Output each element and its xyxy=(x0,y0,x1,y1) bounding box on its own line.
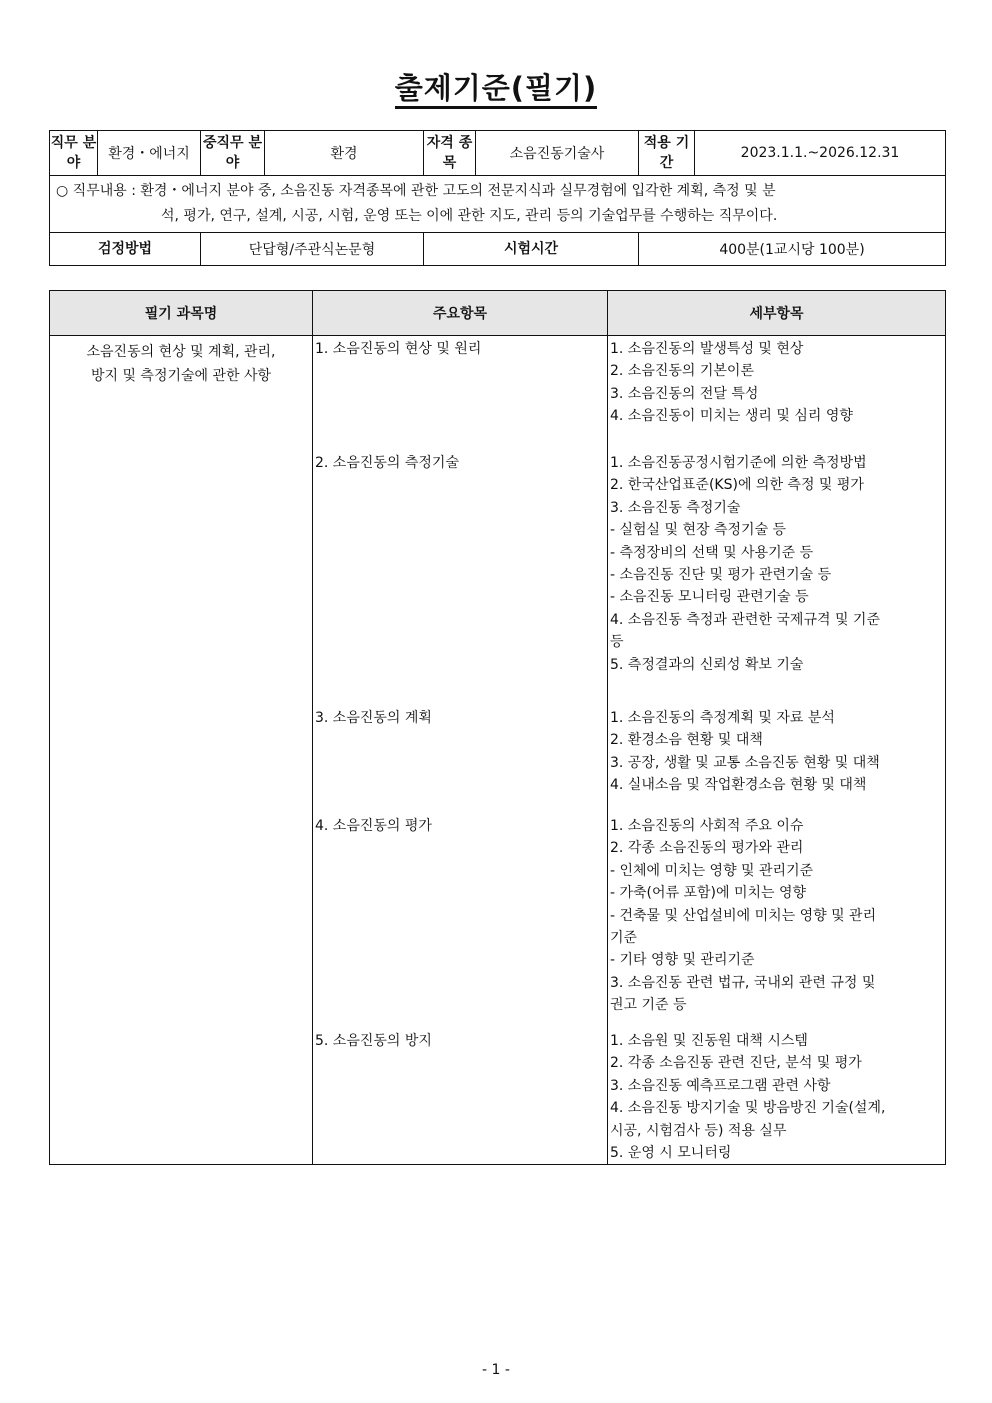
detail-item: 5. 측정결과의 신뢰성 확보 기술 xyxy=(610,656,804,673)
detail-subitem: - 건축물 및 산업설비에 미치는 영향 및 관리 xyxy=(610,907,877,924)
main-items-cell xyxy=(313,336,608,1165)
detail-item: 4. 소음진동 측정과 관련한 국제규격 및 기준 xyxy=(610,611,880,628)
detail-subitem: - 측정장비의 선택 및 사용기준 등 xyxy=(610,544,814,561)
time-label: 시험시간 xyxy=(424,233,639,266)
detail-item: 4. 소음진동 방지기술 및 방음방진 기술(설계, xyxy=(610,1100,886,1117)
detail-item: 1. 소음진동공정시험기준에 의한 측정방법 xyxy=(610,455,867,471)
job-description-line-2: 석, 평가, 연구, 설계, 시공, 시험, 운영 또는 이에 관한 지도, 관리 등의 기술업무를 수행하는 직무이다. xyxy=(161,208,778,224)
detail-item: 3. 공장, 생활 및 교통 소음진동 현황 및 대책 xyxy=(610,754,880,771)
detail-item: 2. 각종 소음진동의 평가와 관리 xyxy=(610,840,804,857)
detail-subitem: - 기타 영향 및 관리기준 xyxy=(610,952,755,969)
main-item-1: 1. 소음진동의 현상 및 원리 xyxy=(315,341,482,357)
detail-item: 1. 소음원 및 진동원 대책 시스템 xyxy=(610,1033,808,1049)
detail-item-continued: 권고 기준 등 xyxy=(610,997,687,1014)
job-field-label: 직무 분야 xyxy=(50,131,98,176)
detail-item: 2. 각종 소음진동 관련 진단, 분석 및 평가 xyxy=(610,1055,862,1072)
detail-item: 3. 소음진동 관련 법규, 국내외 관련 규정 및 xyxy=(610,974,876,991)
qualification-label: 자격 종목 xyxy=(424,131,476,176)
sub-field-value: 환경 xyxy=(265,131,424,176)
detail-item: 3. 소음진동의 전달 특성 xyxy=(610,385,759,402)
detail-item: 2. 소음진동의 기본이론 xyxy=(610,363,754,380)
main-item-5: 5. 소음진동의 방지 xyxy=(315,1033,432,1049)
detail-item: 4. 소음진동이 미치는 생리 및 심리 영향 xyxy=(610,408,853,425)
detail-subitem: - 소음진동 모니터링 관련기술 등 xyxy=(610,589,809,606)
job-description-line-1: ○ 직무내용 : 환경・에너지 분야 중, 소음진동 자격종목에 관한 고도의 전문지식과 실무경험에 입각한 계획, 측정 및 분 xyxy=(56,183,776,199)
header-table xyxy=(49,130,946,266)
method-value: 단답형/주관식논문형 xyxy=(201,233,424,266)
detail-item: 4. 실내소음 및 작업환경소음 현황 및 대책 xyxy=(610,777,867,794)
detail-subitem: - 소음진동 진단 및 평가 관련기술 등 xyxy=(610,566,832,583)
main-item-2: 2. 소음진동의 측정기술 xyxy=(315,455,459,471)
page-number: - 1 - xyxy=(482,1362,510,1378)
detail-item: 1. 소음진동의 사회적 주요 이슈 xyxy=(610,818,804,834)
qualification-value: 소음진동기술사 xyxy=(476,131,639,176)
method-label: 검정방법 xyxy=(50,233,201,266)
detail-item-continued: 기준 xyxy=(610,929,638,946)
detail-item: 1. 소음진동의 측정계획 및 자료 분석 xyxy=(610,710,835,726)
header-main-items: 주요항목 xyxy=(313,291,608,336)
detail-item: 3. 소음진동 예측프로그램 관련 사항 xyxy=(610,1077,831,1094)
detail-subitem: - 가축(어류 포함)에 미치는 영향 xyxy=(610,885,807,902)
period-value: 2023.1.1.~2026.12.31 xyxy=(695,131,946,176)
detail-item: 2. 환경소음 현황 및 대책 xyxy=(610,732,763,749)
subject-line-2: 방지 및 측정기술에 관한 사항 xyxy=(90,368,272,384)
page-title: 출제기준(필기) xyxy=(0,66,992,107)
detail-item: 1. 소음진동의 발생특성 및 현상 xyxy=(610,341,804,357)
time-value: 400분(1교시당 100분) xyxy=(639,233,946,266)
subject-line-1: 소음진동의 현상 및 계획, 관리, xyxy=(86,344,276,360)
detail-item: 3. 소음진동 측정기술 xyxy=(610,499,741,516)
main-item-4: 4. 소음진동의 평가 xyxy=(315,818,432,834)
header-subject: 필기 과목명 xyxy=(50,291,313,336)
detail-subitem: - 실험실 및 현장 측정기술 등 xyxy=(610,522,787,539)
main-item-3: 3. 소음진동의 계획 xyxy=(315,710,432,726)
detail-items-cell xyxy=(608,336,946,1165)
subject-cell xyxy=(50,336,313,1165)
detail-item-continued: 등 xyxy=(610,634,624,651)
period-label: 적용 기간 xyxy=(639,131,695,176)
header-detail-items: 세부항목 xyxy=(608,291,946,336)
syllabus-table xyxy=(49,290,946,1165)
detail-item-continued: 시공, 시험검사 등) 적용 실무 xyxy=(610,1122,787,1139)
job-field-value: 환경・에너지 xyxy=(98,131,201,176)
sub-field-label: 중직무 분야 xyxy=(201,131,265,176)
job-description xyxy=(50,176,946,233)
detail-item: 5. 운영 시 모니터링 xyxy=(610,1144,732,1161)
detail-subitem: - 인체에 미치는 영향 및 관리기준 xyxy=(610,862,814,879)
detail-item: 2. 한국산업표준(KS)에 의한 측정 및 평가 xyxy=(610,477,864,494)
